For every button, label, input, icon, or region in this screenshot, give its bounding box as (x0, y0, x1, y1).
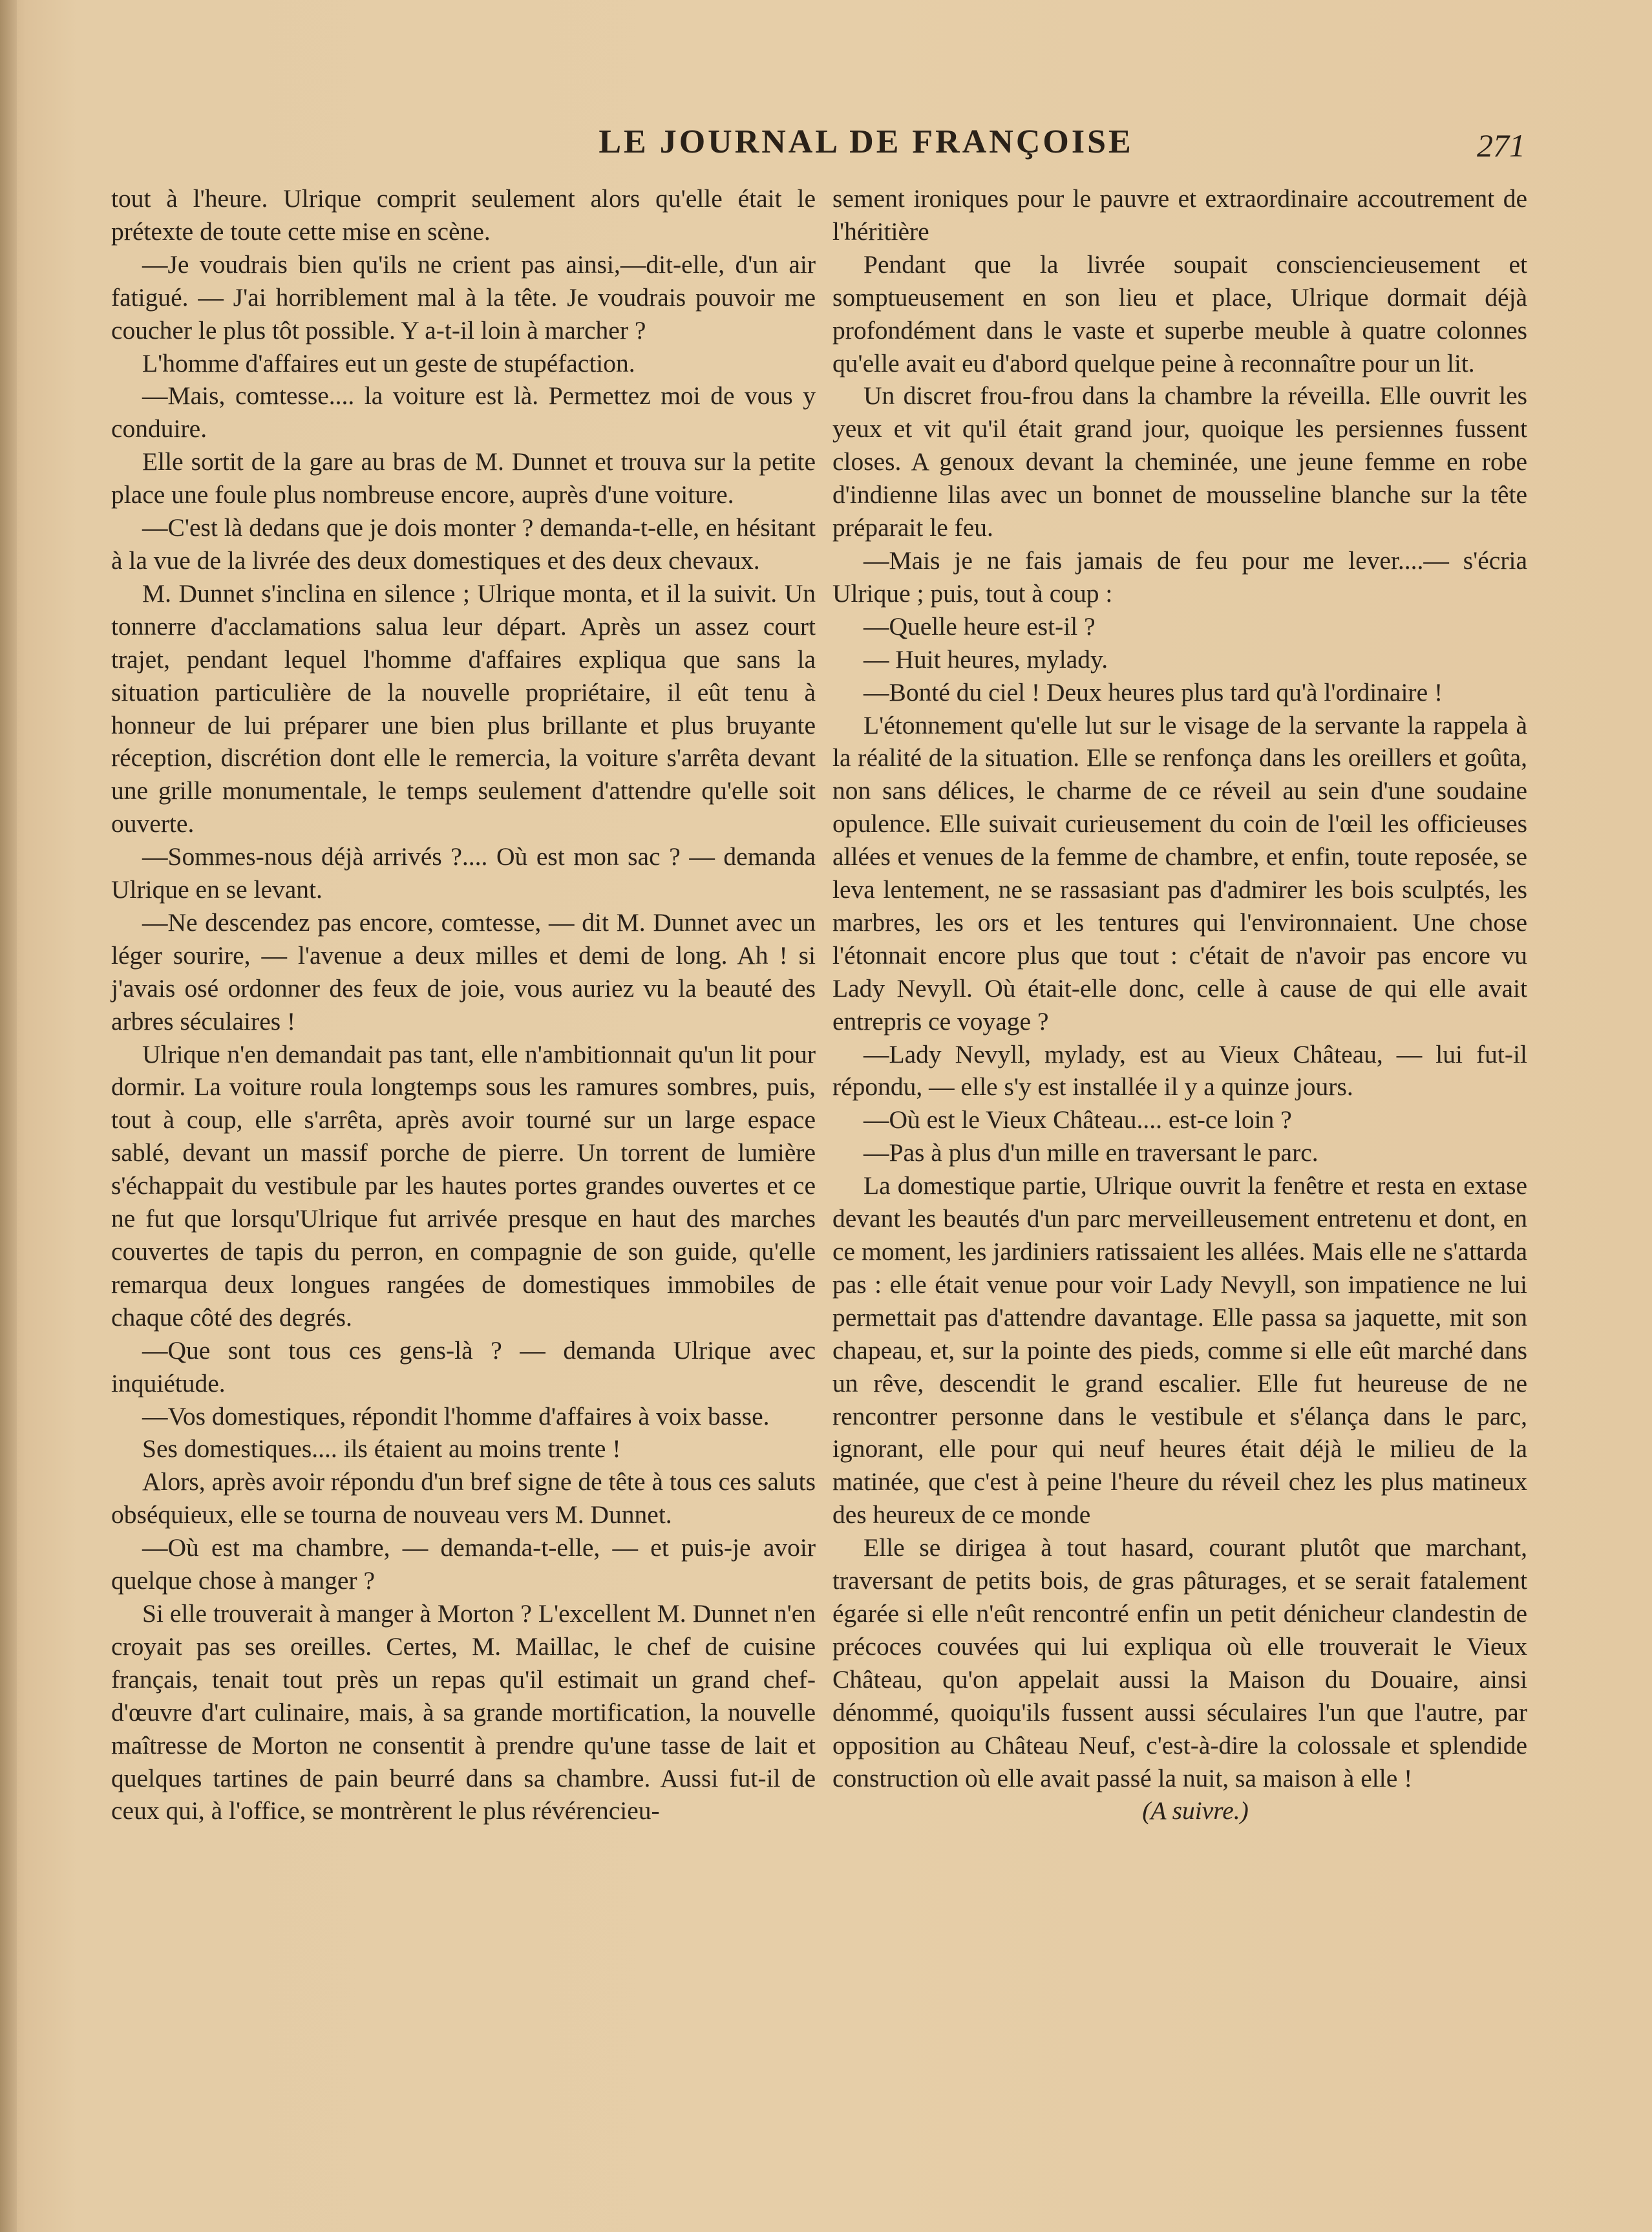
paragraph: M. Dunnet s'inclina en silence ; Ulrique monta, et il la suivit. Un tonnerre d'acclamations salua leur départ. Après un assez court trajet, pendant lequel l'homme d'affaires expliqua que sans la situation particulière de la nouvelle propriétaire, il eût tenu à honneur de lui préparer une bien plus brillante et plus bruyante réception, discrétion dont elle le remercia, la voiture s'arrêta devant une grille monumentale, le temps seulement d'attendre qu'elle soit ouverte. (111, 579, 816, 838)
paragraph: —Que sont tous ces gens-là ? — demanda Ulrique avec inquiétude. (111, 1335, 816, 1398)
left-column (111, 182, 816, 1827)
paragraph: L'homme d'affaires eut un geste de stupéfaction. (142, 348, 635, 377)
paragraph: Ulrique n'en demandait pas tant, elle n'ambitionnait qu'un lit pour dormir. La voiture roula longtemps sous les ramures sombres, puis, tout à coup, elle s'arrêta, après avoir tourné sur un large espace sablé, devant un massif porche de pierre. Un torrent de lumière s'échappait du vestibule par les hautes portes grandes ouvertes et ce ne fut que lorsqu'Ulrique fut arrivée presque en haut des marches couvertes de tapis du perron, en compagnie de son guide, qu'elle remarqua deux longues rangées de domestiques immobiles de chaque côté des degrés. (111, 1039, 816, 1332)
to-be-continued-note: (A suivre.) (1142, 1796, 1249, 1825)
paragraph: Ses domestiques.... ils étaient au moins trente ! (142, 1434, 621, 1463)
paragraph: —Mais, comtesse.... la voiture est là. Permettez moi de vous y conduire. (111, 381, 816, 443)
paragraph: Si elle trouverait à manger à Morton ? L'excellent M. Dunnet n'en croyait pas ses oreilles. Certes, M. Maillac, le chef de cuisine français, tenait tout près un repas qu'il estimait un grand chef-d'œuvre d'art culinaire, mais, à sa grande mortification, la nouvelle maîtresse de Morton ne consentit à prendre qu'une tasse de lait et quelques tartines de pain beurré dans sa chambre. Aussi fut-il de ceux qui, à l'office, se montrèrent le plus révérencieu- (111, 1599, 816, 1825)
paragraph: —Vos domestiques, répondit l'homme d'affaires à voix basse. (142, 1401, 770, 1430)
paragraph: —Sommes-nous déjà arrivés ?.... Où est mon sac ? — demanda Ulrique en se levant. (111, 842, 816, 904)
page-header (103, 123, 1525, 175)
paragraph: —Où est le Vieux Château.... est-ce loin ? (863, 1105, 1292, 1134)
paragraph: —Pas à plus d'un mille en traversant le parc. (863, 1138, 1318, 1167)
paragraph: tout à l'heure. Ulrique comprit seulement alors qu'elle était le prétexte de toute cette mise en scène. (111, 184, 816, 246)
paragraph: —Où est ma chambre, — demanda-t-elle, — et puis-je avoir quelque chose à manger ? (111, 1533, 816, 1595)
page-number: 271 (1477, 127, 1525, 164)
paragraph: Un discret frou-frou dans la chambre la réveilla. Elle ouvrit les yeux et vit qu'il était grand jour, quoique les persiennes fussent closes. A genoux devant la cheminée, une jeune femme en robe d'indienne lilas avec un bonnet de mousseline blanche sur la tête préparait le feu. (832, 381, 1527, 542)
paragraph: —Bonté du ciel ! Deux heures plus tard qu'à l'ordinaire ! (863, 677, 1443, 707)
paragraph: Pendant que la livrée soupait consciencieusement et somptueusement en son lieu et place, Ulrique dormait déjà profondément dans le vaste et superbe meuble à quatre colonnes qu'elle avait eu d'abord quelque peine à reconnaître pour un lit. (832, 250, 1527, 377)
paragraph: —Mais je ne fais jamais de feu pour me lever....— s'écria Ulrique ; puis, tout à coup : (832, 546, 1527, 608)
paragraph: —Quelle heure est-il ? (863, 611, 1096, 641)
page-binding-edge (0, 0, 17, 2232)
right-column (832, 182, 1527, 1827)
paragraph: Alors, après avoir répondu d'un bref signe de tête à tous ces saluts obséquieux, elle se tourna de nouveau vers M. Dunnet. (111, 1467, 816, 1529)
paragraph: —Je voudrais bien qu'ils ne crient pas ainsi,—dit-elle, d'un air fatigué. — J'ai horriblement mal à la tête. Je voudrais pouvoir me coucher le plus tôt possible. Y a-t-il loin à marcher ? (111, 250, 816, 345)
paragraph: sement ironiques pour le pauvre et extraordinaire accoutrement de l'héritière (832, 184, 1527, 246)
paragraph: —Ne descendez pas encore, comtesse, — dit M. Dunnet avec un léger sourire, — l'avenue a deux milles et demi de long. Ah ! si j'avais osé ordonner des feux de joie, vous auriez vu la beauté des arbres séculaires ! (111, 908, 816, 1036)
paragraph: —Lady Nevyll, mylady, est au Vieux Château, — lui fut-il répondu, — elle s'y est installée il y a quinze jours. (832, 1039, 1527, 1101)
paragraph: La domestique partie, Ulrique ouvrit la fenêtre et resta en extase devant les beautés d'un parc merveilleusement entretenu et dont, en ce moment, les jardiniers ratissaient les allées. Mais elle ne s'attarda pas : elle était venue pour voir Lady Nevyll, son impatience ne lui permettait pas d'attendre davantage. Elle passa sa jaquette, mit son chapeau, et, sur la pointe des pieds, comme si elle eût marché dans un rêve, descendit le grand escalier. Elle fut heureuse de ne rencontrer personne dans le vestibule et s'élança dans le parc, ignorant, elle pour qui neuf heures était déjà le milieu de la matinée, que c'est à peine l'heure du réveil chez les plus matineux des heureux de ce monde (832, 1171, 1527, 1529)
paragraph: —C'est là dedans que je dois monter ? demanda-t-elle, en hésitant à la vue de la livrée des deux domestiques et des deux chevaux. (111, 513, 816, 575)
paragraph: Elle se dirigea à tout hasard, courant plutôt que marchant, traversant de petits bois, de gras pâturages, et se serait fatalement égarée si elle n'eût rencontré enfin un petit dénicheur clandestin de précoces couvées qui lui expliqua où elle trouverait le Vieux Château, qu'on appelait aussi la Maison du Douaire, ainsi dénommé, quoiqu'ils fussent aussi séculaires l'un que l'autre, par opposition au Château Neuf, c'est-à-dire la colossale et splendide construction où elle avait passé la nuit, sa maison à elle ! (832, 1533, 1527, 1792)
paragraph: — Huit heures, mylady. (863, 644, 1108, 674)
paragraph: L'étonnement qu'elle lut sur le visage de la servante la rappela à la réalité de la situation. Elle se renfonça dans les oreillers et goûta, non sans délices, le charme de ce réveil au sein d'une soudaine opulence. Elle suivait curieusement du coin de l'œil les officieuses allées et venues de la femme de chambre, et enfin, toute reposée, se leva lentement, ne se rassasiant pas d'admirer les bois sculptés, les marbres, les ors et les tentures qui l'environnaient. Une chose l'étonnait encore plus que tout : c'était de n'avoir pas encore vu Lady Nevyll. Où était-elle donc, celle à cause de qui elle avait entrepris ce voyage ? (832, 710, 1527, 1036)
paragraph: Elle sortit de la gare au bras de M. Dunnet et trouva sur la petite place une foule plus nombreuse encore, auprès d'une voiture. (111, 447, 816, 509)
journal-title: LE JOURNAL DE FRANÇOISE (598, 123, 1134, 160)
